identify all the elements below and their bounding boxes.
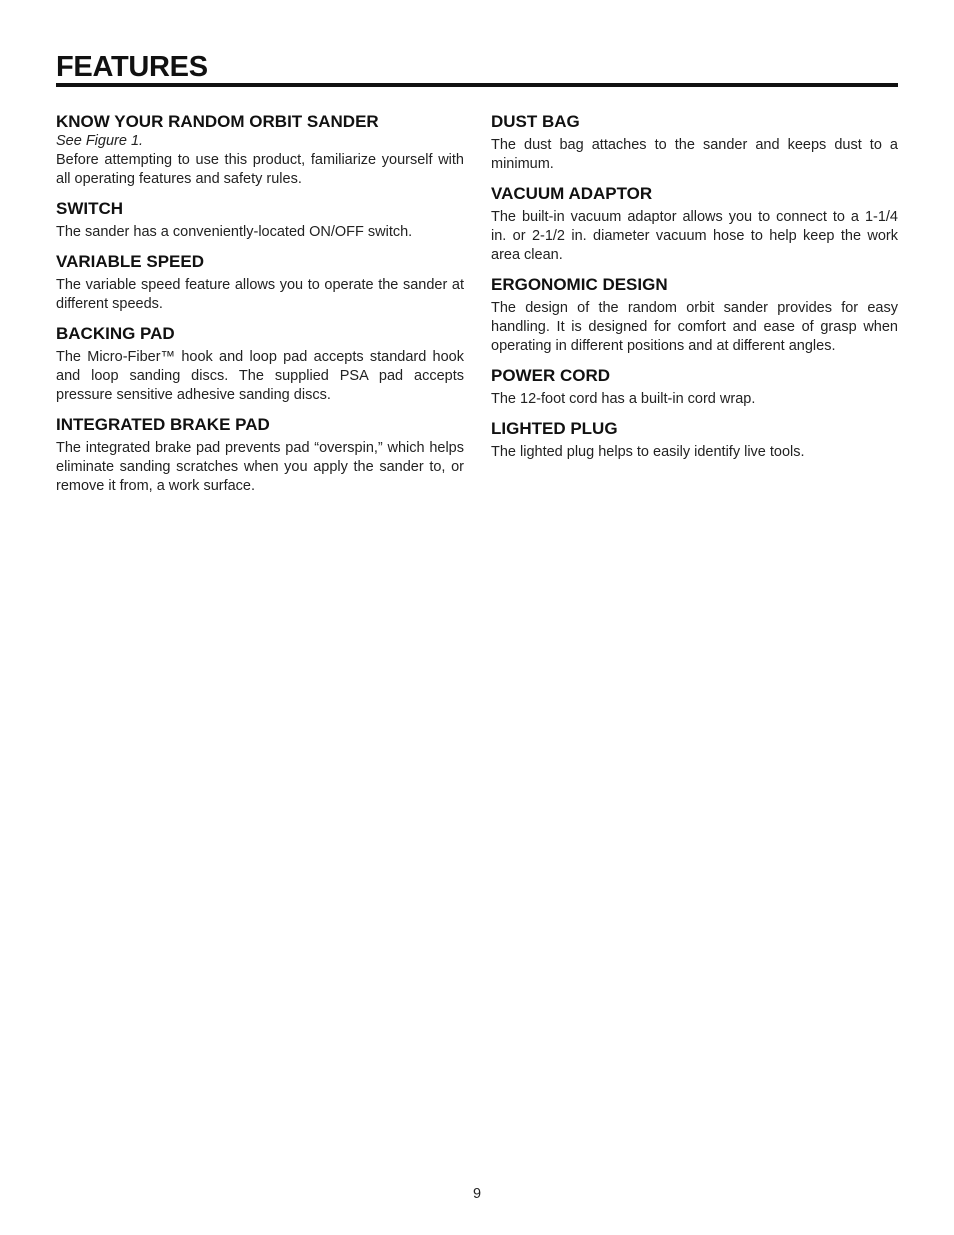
section-heading: BACKING PAD [56,324,175,343]
figure-reference: See Figure 1. [56,133,144,149]
section-power-cord [491,365,898,409]
section-integrated-brake-pad [56,414,464,496]
section-switch [56,198,464,242]
section-body: The lighted plug helps to easily identify live tools. [491,444,805,460]
section-variable-speed [56,251,464,314]
section-heading: VARIABLE SPEED [56,252,204,271]
section-heading: SWITCH [56,199,124,218]
section-body: The variable speed feature allows you to operate the sander at different speeds. [56,277,464,312]
section-heading: POWER CORD [491,366,610,385]
section-body: The built-in vacuum adaptor allows you to connect to a 1-1/4 in. or 2-1/2 in. diameter vacuum hose to help keep the work area clean. [491,209,898,263]
section-heading: VACUUM ADAPTOR [491,184,653,203]
section-ergonomic-design [491,274,898,356]
section-body: The 12-foot cord has a built-in cord wrap. [491,391,756,407]
page-title: FEATURES [56,51,208,83]
section-body: The Micro-Fiber™ hook and loop pad accepts standard hook and loop sanding discs. The supplied PSA pad accepts pressure sensitive adhesive sanding discs. [56,349,464,403]
section-heading: ERGONOMIC DESIGN [491,275,668,294]
page-number: 9 [472,1186,482,1202]
section-heading: KNOW YOUR RANDOM ORBIT SANDER [56,112,379,131]
section-backing-pad [56,323,464,405]
section-vacuum-adaptor [491,183,898,265]
section-know-your-sander [56,111,464,189]
section-body: The integrated brake pad prevents pad “overspin,” which helps eliminate sanding scratches when you apply the sander to, or remove it from, a work surface. [56,440,464,494]
section-heading: INTEGRATED BRAKE PAD [56,415,270,434]
section-body: The design of the random orbit sander provides for easy handling. It is designed for comfort and ease of grasp when operating in different positions and at different angles. [491,300,898,354]
section-lighted-plug [491,418,898,462]
section-heading: LIGHTED PLUG [491,419,618,438]
right-column [491,111,898,462]
section-body: The sander has a conveniently-located ON/OFF switch. [56,224,413,240]
title-divider [56,83,898,87]
section-body: The dust bag attaches to the sander and keeps dust to a minimum. [491,137,898,172]
section-body: Before attempting to use this product, familiarize yourself with all operating features and safety rules. [56,152,464,187]
section-dust-bag [491,111,898,174]
left-column [56,111,464,496]
section-heading: DUST BAG [491,112,580,131]
